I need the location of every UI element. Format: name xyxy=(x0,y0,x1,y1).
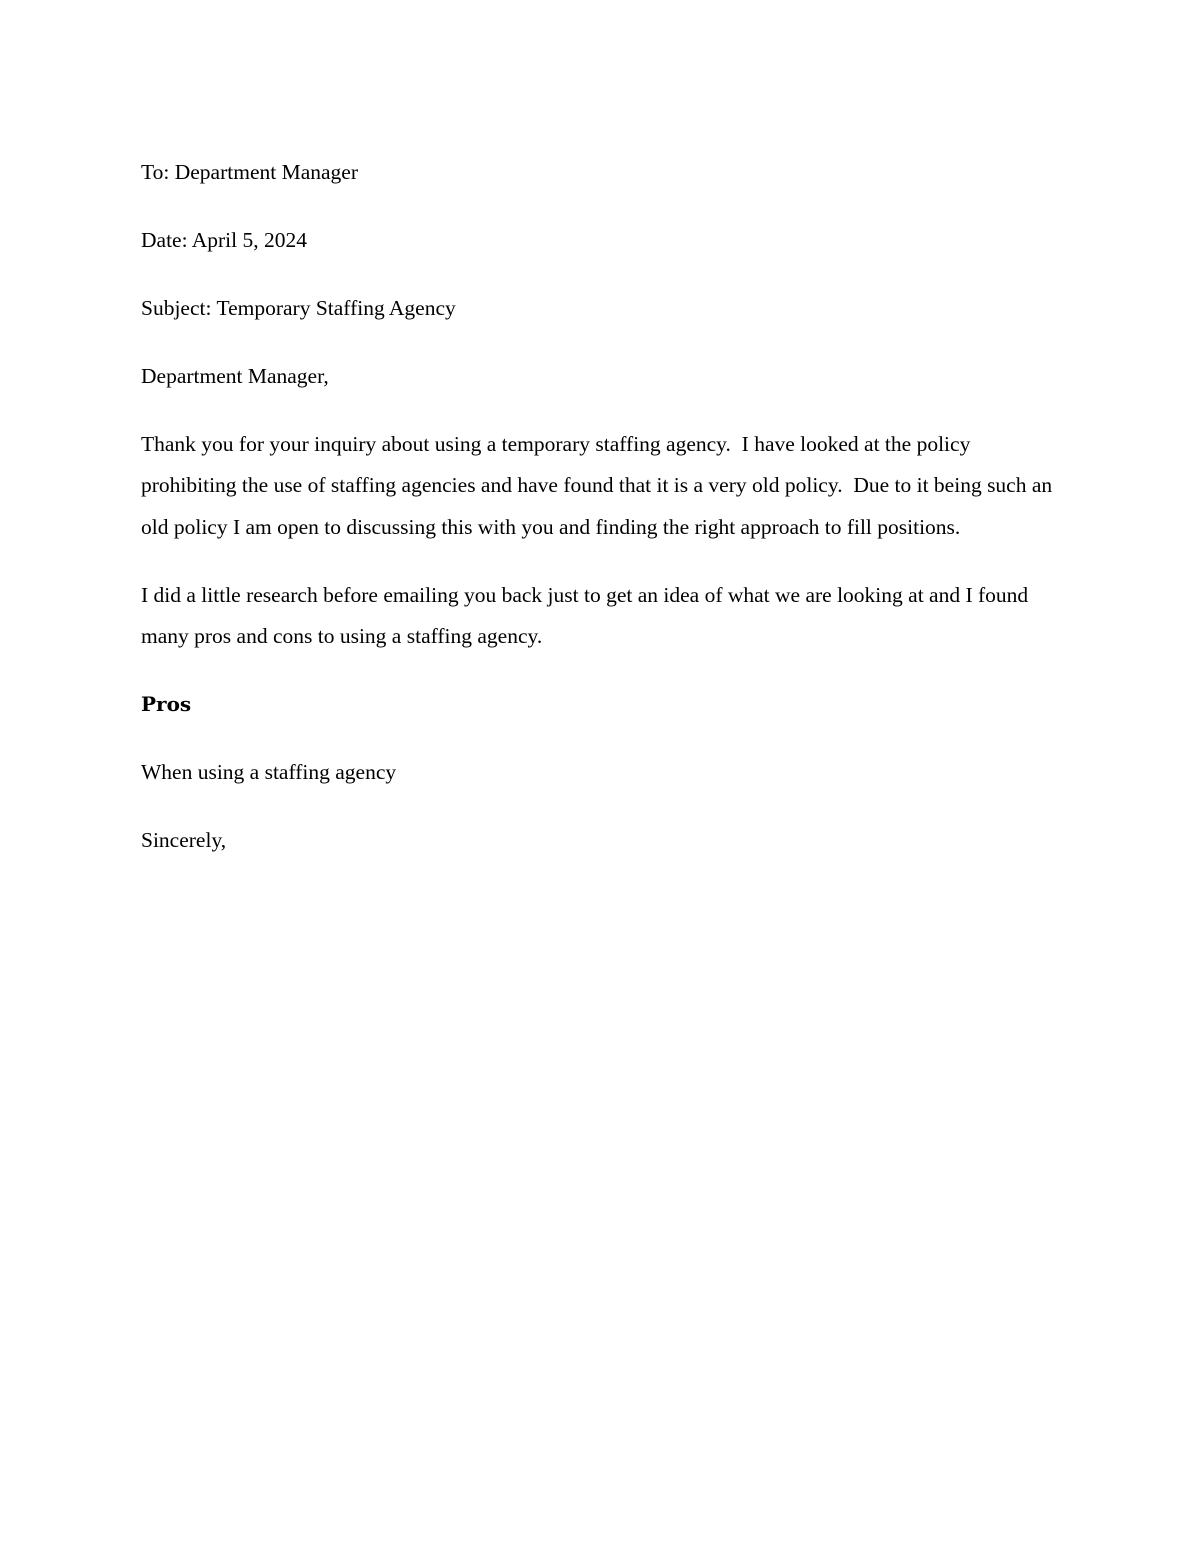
pros-text: When using a staffing agency xyxy=(141,760,397,785)
salutation: Department Manager, xyxy=(141,364,329,388)
letter-body xyxy=(141,152,1061,888)
memo-date: Date: April 5, 2024 xyxy=(141,228,308,252)
paragraph-inquiry: Thank you for your inquiry about using a temporary staffing agency. I have looked at the policy prohibiting the use of staffing agencies and have found that it is a very old policy. Due to it being such an old policy I am open to discussing this with you and finding the right approach to fill positions. xyxy=(141,432,1058,539)
closing: Sincerely, xyxy=(141,828,227,853)
paragraph-research: I did a little research before emailing you back just to get an idea of what we are looking at and I found many pros and cons to using a staffing agency. xyxy=(141,582,1029,649)
memo-to: To: Department Manager xyxy=(141,160,358,184)
memo-subject: Subject: Temporary Staffing Agency xyxy=(141,296,456,320)
pros-heading: Pros xyxy=(141,692,192,717)
